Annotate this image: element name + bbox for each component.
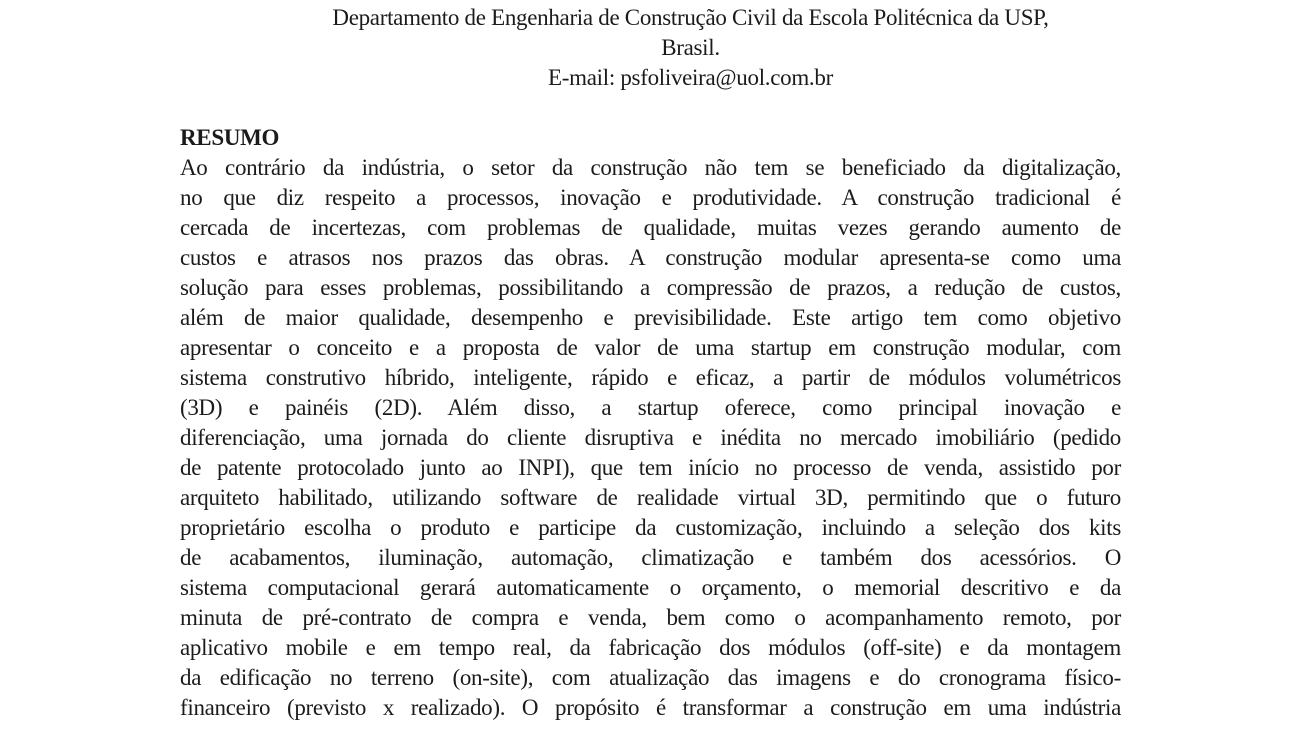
abstract-text-line: diferenciação, uma jornada do cliente disruptiva e inédita no mercado imobiliário (pedido bbox=[180, 425, 1121, 450]
blank-line bbox=[180, 93, 1121, 123]
abstract-text-line: de acabamentos, iluminação, automação, climatização e também dos acessórios. O bbox=[180, 545, 1121, 570]
abstract-text-line: além de maior qualidade, desempenho e previsibilidade. Este artigo tem como objetivo bbox=[180, 305, 1121, 330]
text-column bbox=[180, 3, 1121, 723]
abstract-text-line: sistema construtivo híbrido, inteligente, rápido e eficaz, a partir de módulos volumétricos bbox=[180, 365, 1121, 390]
affiliation-block bbox=[180, 3, 1121, 93]
abstract-text-line: sistema computacional gerará automaticamente o orçamento, o memorial descritivo e da bbox=[180, 575, 1121, 600]
country-line: Brasil. bbox=[661, 35, 720, 60]
abstract-heading: RESUMO bbox=[180, 125, 280, 150]
abstract-text-line: cercada de incertezas, com problemas de qualidade, muitas vezes gerando aumento de bbox=[180, 215, 1121, 240]
abstract-text-line: financeiro (previsto x realizado). O propósito é transformar a construção em uma indústria bbox=[180, 695, 1121, 720]
abstract-text-line: minuta de pré-contrato de compra e venda, bem como o acompanhamento remoto, por bbox=[180, 605, 1121, 630]
abstract-text-line: arquiteto habilitado, utilizando software de realidade virtual 3D, permitindo que o futuro bbox=[180, 485, 1121, 510]
abstract-body bbox=[180, 153, 1121, 723]
abstract-text-line: solução para esses problemas, possibilitando a compressão de prazos, a redução de custos, bbox=[180, 275, 1121, 300]
abstract-text-line: no que diz respeito a processos, inovação e produtividade. A construção tradicional é bbox=[180, 185, 1121, 210]
abstract-text-line: apresentar o conceito e a proposta de valor de uma startup em construção modular, com bbox=[180, 335, 1121, 360]
abstract-text-line: proprietário escolha o produto e participe da customização, incluindo a seleção dos kits bbox=[180, 515, 1121, 540]
email-line: E-mail: psfoliveira@uol.com.br bbox=[548, 65, 833, 90]
abstract-text-line: (3D) e painéis (2D). Além disso, a startup oferece, como principal inovação e bbox=[180, 395, 1121, 420]
abstract-text-line: Ao contrário da indústria, o setor da construção não tem se beneficiado da digitalização, bbox=[180, 155, 1121, 180]
abstract-text-line: da edificação no terreno (on-site), com atualização das imagens e do cronograma físico- bbox=[180, 665, 1121, 690]
abstract-text-line: aplicativo mobile e em tempo real, da fabricação dos módulos (off-site) e da montagem bbox=[180, 635, 1121, 660]
affiliation-line: Departamento de Engenharia de Construção Civil da Escola Politécnica da USP, bbox=[332, 5, 1049, 30]
abstract-text-line: custos e atrasos nos prazos das obras. A construção modular apresenta-se como uma bbox=[180, 245, 1121, 270]
abstract-text-line: de patente protocolado junto ao INPI), que tem início no processo de venda, assistido por bbox=[180, 455, 1121, 480]
